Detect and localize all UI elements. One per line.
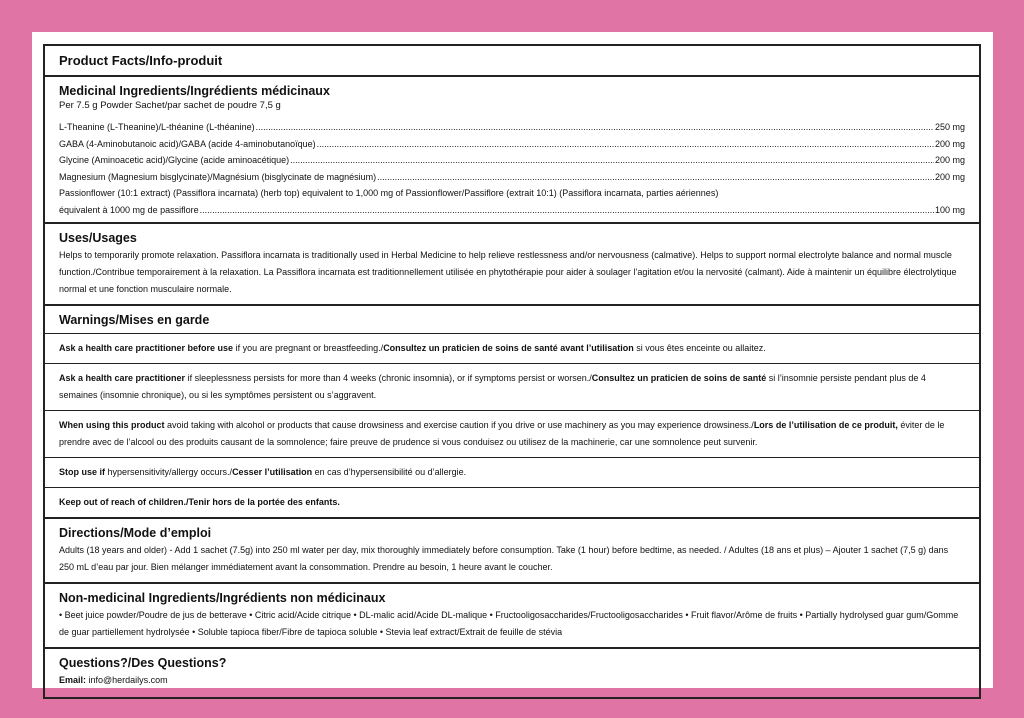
warning-bold: Keep out of reach of children./Tenir hors de la portée des enfants. bbox=[59, 497, 340, 507]
leader-dots bbox=[317, 136, 934, 153]
email-link[interactable]: info@herdailys.com bbox=[86, 675, 168, 685]
ingredient-row bbox=[59, 119, 965, 136]
ingredient-name: L-Theanine (L-Theanine)/L-théanine (L-théanine) bbox=[59, 122, 255, 132]
ingredient-name: Passionflower (10:1 extract) (Passiflora incarnata) (herb top) equivalent to 1,000 mg of Passionflower/Passiflore (extrait 10:1) (Passiflora incarnata, parties aériennes) bbox=[59, 188, 719, 198]
warning-bold: Consultez un praticien de soins de santé bbox=[591, 373, 767, 383]
warning-bold: When using this product bbox=[59, 420, 165, 430]
serving-size: Per 7.5 g Powder Sachet/par sachet de poudre 7,5 g bbox=[59, 100, 281, 111]
ingredient-row-passionflower bbox=[59, 185, 965, 202]
leader-dots bbox=[377, 169, 934, 186]
warning-text: if you are pregnant or breastfeeding./ bbox=[233, 343, 384, 353]
warnings-section bbox=[45, 306, 979, 519]
email-label: Email: bbox=[59, 675, 87, 685]
warning-text: éviter de le prendre avec de l’alcool ou des produits causant de la somnolence; faire preuve de prudence si vous conduisez ou utilisez de la machinerie, car une somnolence peut survenir. bbox=[59, 420, 945, 447]
warning-text: si l’insomnie persiste pendant plus de 4 semaines (insomnie chronique), ou si les symptômes persistent ou s’aggravent. bbox=[59, 373, 926, 400]
leader-dots bbox=[290, 152, 934, 169]
warnings-title: Warnings/Mises en garde bbox=[59, 313, 210, 327]
warnings-header bbox=[45, 306, 979, 334]
warning-bold: Cesser l’utilisation bbox=[232, 467, 313, 477]
medicinal-title: Medicinal Ingredients/Ingrédients médicinaux bbox=[59, 84, 330, 98]
contact-line bbox=[59, 672, 965, 689]
nonmedicinal-section bbox=[45, 584, 979, 649]
ingredient-row bbox=[59, 136, 965, 153]
nonmedicinal-text: • Beet juice powder/Poudre de jus de betterave • Citric acid/Acide citrique • DL-malic acid/Acide DL-malique • Fructooligosaccharides/Fructooligosaccharides • Fruit flavor/Arôme de fruits • Partially hydrolysed guar gum/Gomme de guar partiellement hydrolysée • Soluble tapioca fiber/Fibre de tapioca soluble • Stevia leaf extract/Extrait de feuille de stévia bbox=[59, 610, 959, 637]
leader-dots bbox=[256, 119, 934, 136]
ingredient-row bbox=[59, 202, 965, 219]
directions-text: Adults (18 years and older) - Add 1 sachet (7.5g) into 250 ml water per day, mix thoroughly immediately before consumption. Take (1 hour) before bedtime, as needed. / Adultes (18 ans et plus) – Ajouter 1 sachet (7,5 g) dans 250 mL d’eau par jour. Bien mélanger immédiatement avant la consommation. Prendre au besoin, 1 heure avant le coucher. bbox=[59, 545, 949, 572]
ingredient-row bbox=[59, 152, 965, 169]
questions-title: Questions?/Des Questions? bbox=[59, 656, 227, 670]
warning-item bbox=[45, 364, 979, 411]
ingredient-amount: 200 mg bbox=[934, 171, 965, 182]
warning-text: if sleeplessness persists for more than 4 weeks (chronic insomnia), or if symptoms persist or worsen./ bbox=[185, 373, 592, 383]
questions-section bbox=[45, 649, 979, 697]
ingredient-name: GABA (4-Aminobutanoic acid)/GABA (acide 4-aminobutanoïque) bbox=[59, 138, 316, 149]
warning-item bbox=[45, 334, 979, 364]
ingredient-name: Glycine (Aminoacetic acid)/Glycine (acide aminoacétique) bbox=[59, 155, 290, 165]
page-title: Product Facts/Info-produit bbox=[59, 53, 223, 68]
warning-item bbox=[45, 458, 979, 488]
product-facts-panel bbox=[43, 44, 981, 699]
directions-section bbox=[45, 519, 979, 584]
nonmedicinal-title: Non-medicinal Ingredients/Ingrédients non médicinaux bbox=[59, 591, 386, 605]
uses-text: Helps to temporarily promote relaxation. Passiflora incarnata is traditionally used in Herbal Medicine to help relieve restlessness and/or nervousness (calmative). Helps to support normal electrolyte balance and normal muscle function./Contribue temporairement à la relaxation. La Passiflora incarnata est traditionnellement utilisée en phytothérapie pour aider à soulager l’agitation et/ou la nervosité (calmant). Aide à maintenir un équilibre électrolytique normal et une fonction musculaire normale. bbox=[59, 250, 957, 294]
warning-bold: Lors de l’utilisation de ce produit, bbox=[753, 420, 898, 430]
ingredient-amount: 100 mg bbox=[934, 204, 965, 215]
ingredient-row bbox=[59, 169, 965, 186]
medicinal-section bbox=[45, 77, 979, 224]
leader-dots bbox=[200, 202, 934, 219]
directions-title: Directions/Mode d’emploi bbox=[59, 526, 212, 540]
ingredient-name: Magnesium (Magnesium bisglycinate)/Magnésium (bisglycinate de magnésium) bbox=[59, 171, 377, 182]
warning-text: avoid taking with alcohol or products that cause drowsiness and exercise caution if you drive or use machinery as you may experience drowsiness./ bbox=[164, 420, 754, 430]
warning-bold: Stop use if bbox=[59, 467, 106, 477]
uses-title: Uses/Usages bbox=[59, 231, 137, 245]
label-card bbox=[32, 32, 993, 688]
warning-text: hypersensitivity/allergy occurs./ bbox=[105, 467, 233, 477]
header-section bbox=[45, 46, 979, 77]
warning-text: si vous êtes enceinte ou allaitez. bbox=[633, 343, 766, 353]
warning-bold: Consultez un praticien de soins de santé avant l’utilisation bbox=[383, 343, 634, 353]
ingredient-amount: 200 mg bbox=[934, 155, 965, 165]
warning-text: en cas d’hypersensibilité ou d’allergie. bbox=[312, 467, 467, 477]
warning-bold: Ask a health care practitioner bbox=[59, 373, 186, 383]
warning-item bbox=[45, 411, 979, 458]
uses-section bbox=[45, 224, 979, 306]
warning-bold: Ask a health care practitioner before use bbox=[59, 343, 234, 353]
ingredient-name: équivalent à 1000 mg de passiflore bbox=[59, 204, 199, 215]
ingredient-amount: 200 mg bbox=[934, 138, 965, 149]
ingredient-amount: 250 mg bbox=[934, 122, 965, 132]
warning-item bbox=[45, 488, 979, 519]
